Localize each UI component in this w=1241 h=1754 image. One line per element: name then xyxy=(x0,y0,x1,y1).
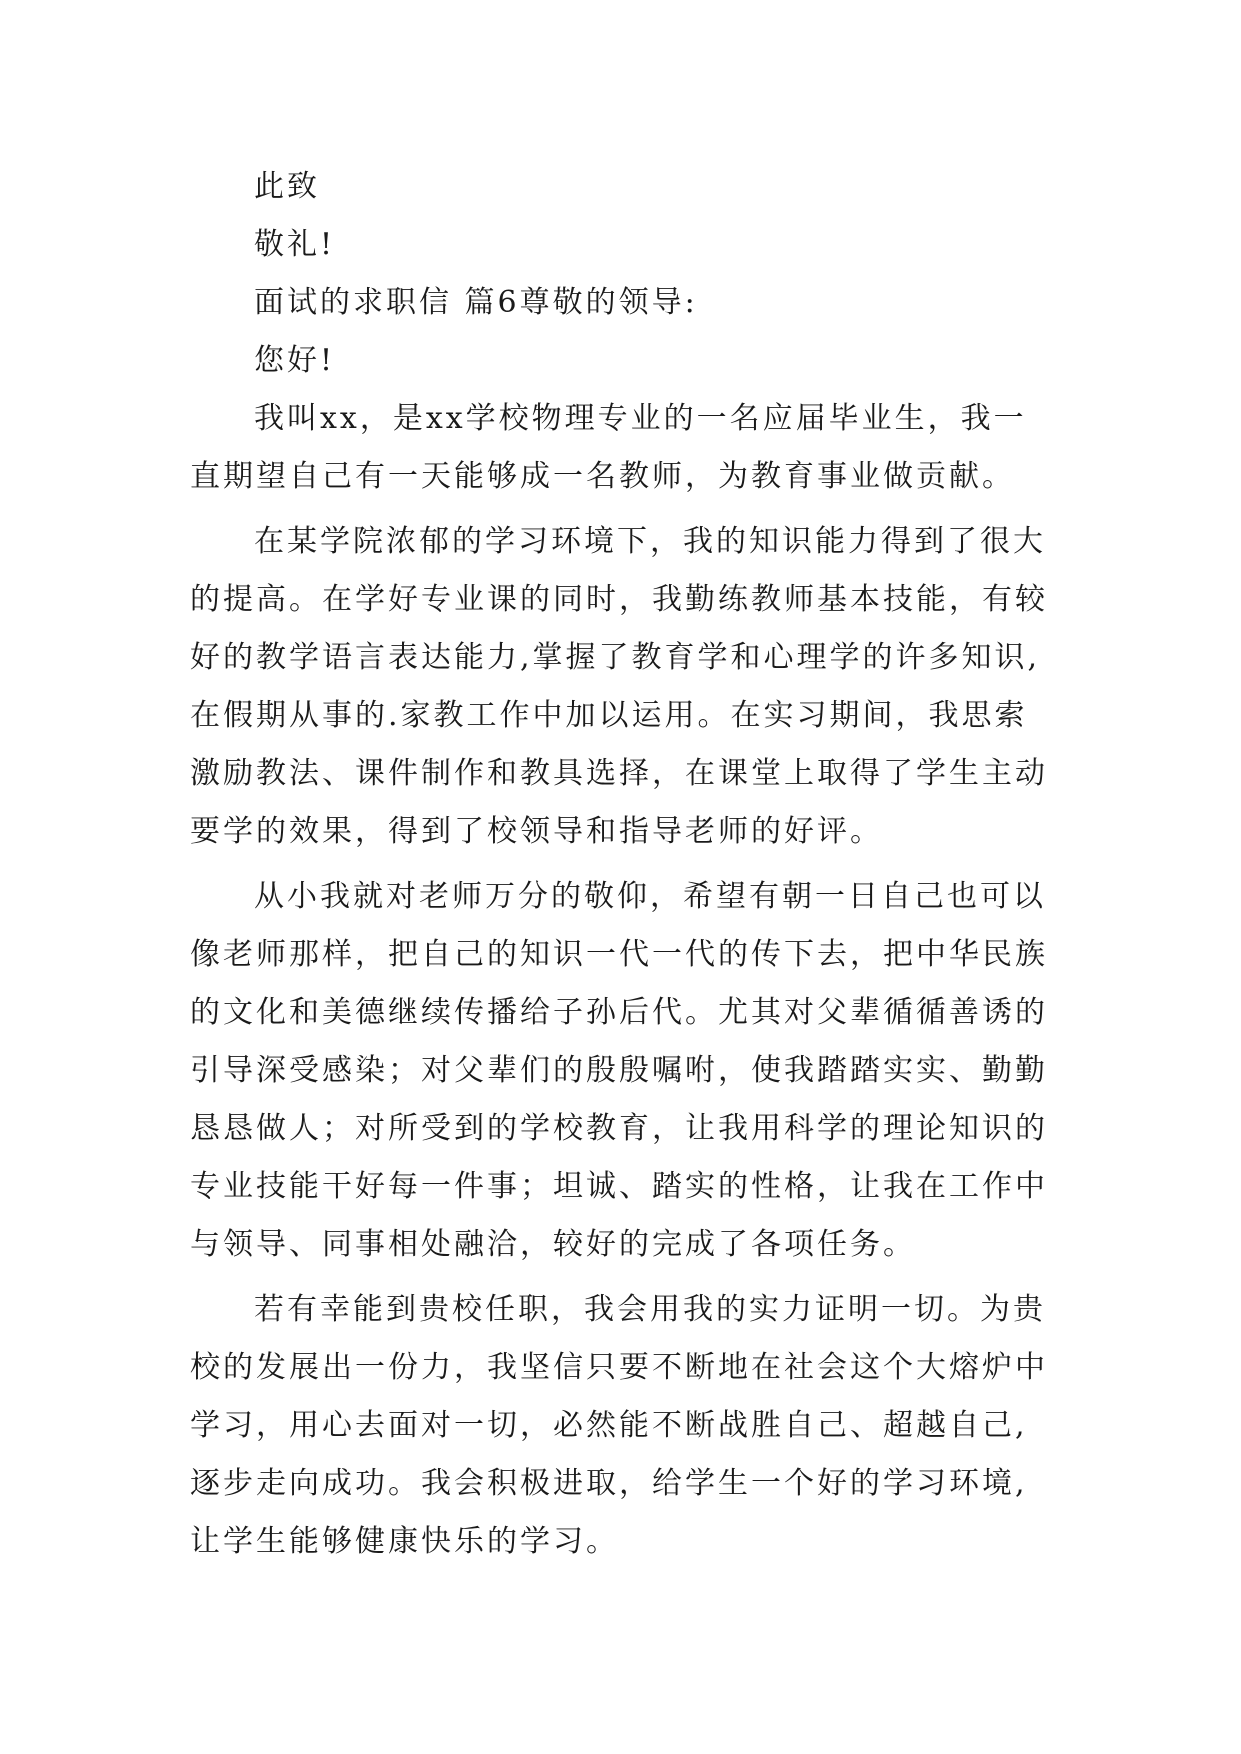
paragraph-line: 学习，用心去面对一切，必然能不断战胜自己、超越自己, xyxy=(190,1408,1028,1443)
paragraph xyxy=(190,1281,1060,1571)
letter-heading: 面试的求职信 篇6尊敬的领导: xyxy=(254,285,698,320)
paragraph xyxy=(190,390,1060,506)
paragraph xyxy=(190,868,1060,1274)
paragraph-line: 与领导、同事相处融洽，较好的完成了各项任务。 xyxy=(190,1227,916,1262)
greeting: 您好! xyxy=(254,343,336,378)
paragraph-line: 专业技能干好每一件事；坦诚、踏实的性格，让我在工作中 xyxy=(190,1169,1048,1204)
letter-body xyxy=(190,158,1060,1571)
closing-line: 此致 xyxy=(254,169,320,204)
paragraph-line: 恳恳做人；对所受到的学校教育，让我用科学的理论知识的 xyxy=(190,1111,1048,1146)
paragraph-line: 像老师那样，把自己的知识一代一代的传下去，把中华民族 xyxy=(190,937,1048,972)
paragraph-line: 在某学院浓郁的学习环境下，我的知识能力得到了很大 xyxy=(254,524,1046,559)
paragraph-line: 从小我就对老师万分的敬仰，希望有朝一日自己也可以 xyxy=(254,879,1046,914)
paragraph-line: 要学的效果，得到了校领导和指导老师的好评。 xyxy=(190,814,883,849)
paragraph-line: 直期望自己有一天能够成一名教师，为教育事业做贡献。 xyxy=(190,459,1015,494)
paragraph-line: 我叫xx，是xx学校物理专业的一名应届毕业生，我一 xyxy=(254,401,1027,436)
paragraph-line: 好的教学语言表达能力,掌握了教育学和心理学的许多知识, xyxy=(190,640,1041,675)
paragraph-line: 激励教法、课件制作和教具选择，在课堂上取得了学生主动 xyxy=(190,756,1048,791)
paragraph-line: 在假期从事的.家教工作中加以运用。在实习期间，我思索 xyxy=(190,698,1028,733)
paragraph xyxy=(190,513,1060,861)
paragraph-line: 若有幸能到贵校任职，我会用我的实力证明一切。为贵 xyxy=(254,1292,1046,1327)
paragraph-line: 让学生能够健康快乐的学习。 xyxy=(190,1524,619,1559)
paragraph-line: 引导深受感染；对父辈们的殷殷嘱咐，使我踏踏实实、勤勤 xyxy=(190,1053,1048,1088)
paragraph-line: 的文化和美德继续传播给子孙后代。尤其对父辈循循善诱的 xyxy=(190,995,1048,1030)
paragraph-line: 校的发展出一份力，我坚信只要不断地在社会这个大熔炉中 xyxy=(190,1350,1048,1385)
paragraph-line: 的提高。在学好专业课的同时，我勤练教师基本技能，有较 xyxy=(190,582,1048,617)
paragraph-line: 逐步走向成功。我会积极进取，给学生一个好的学习环境, xyxy=(190,1466,1028,1501)
closing-salutation: 敬礼! xyxy=(254,227,336,262)
